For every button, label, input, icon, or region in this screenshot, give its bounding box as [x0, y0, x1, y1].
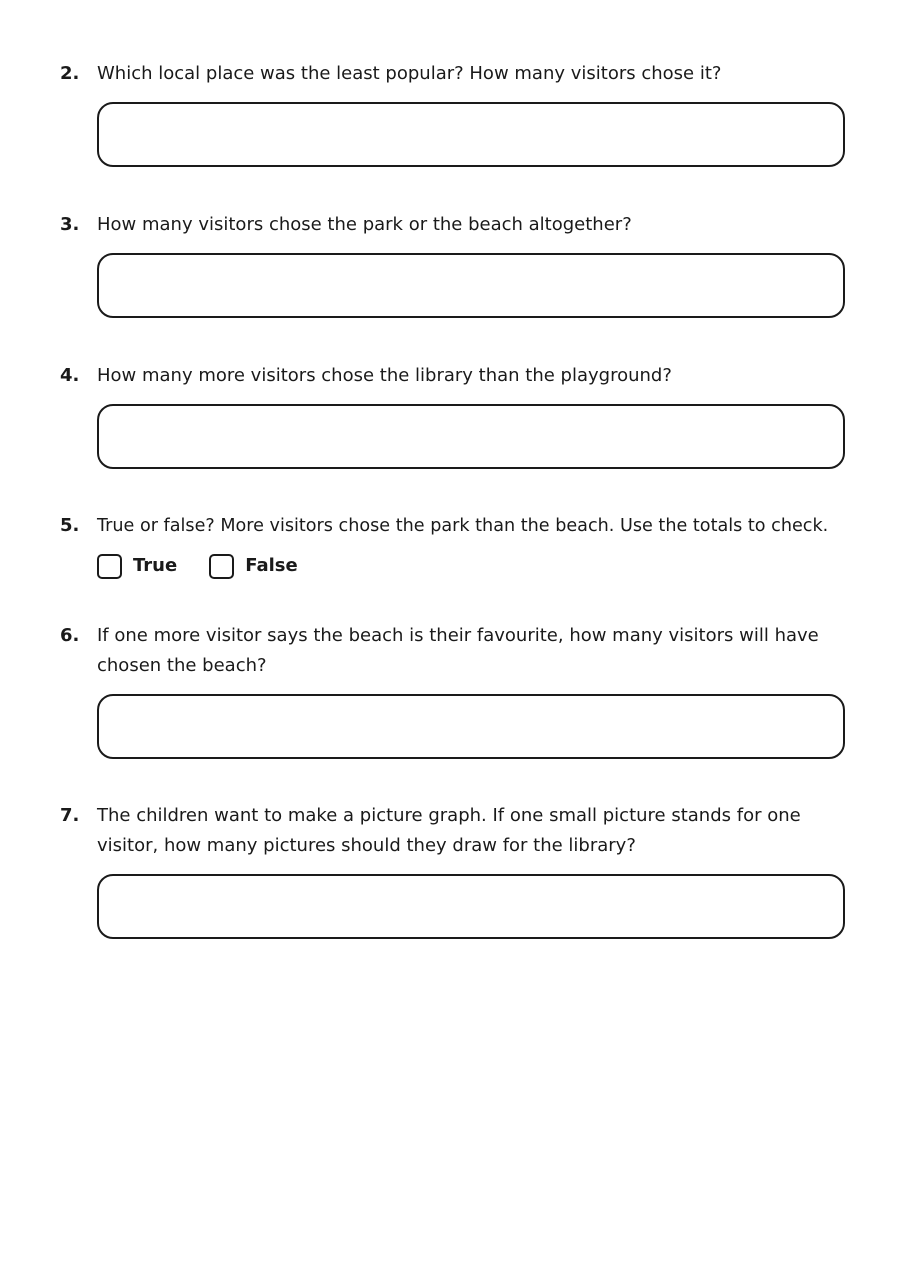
question-text: The children want to make a picture graph. If one small picture stands for one visitor, how many pictures should they draw for the library? — [97, 805, 801, 856]
question-6 — [60, 621, 860, 681]
question-7 — [60, 801, 860, 861]
question-text: How many more visitors chose the library than the playground? — [97, 365, 672, 386]
question-number: 4. — [60, 365, 80, 386]
question-text: If one more visitor says the beach is their favourite, how many visitors will have chosen the beach? — [97, 625, 819, 676]
question-number: 3. — [60, 214, 80, 235]
false-label: False — [245, 555, 298, 576]
answer-box-7[interactable] — [97, 874, 845, 939]
false-option[interactable] — [209, 551, 297, 581]
answer-box-6[interactable] — [97, 694, 845, 759]
true-false-options — [97, 551, 330, 581]
question-5 — [60, 511, 860, 541]
answer-box-3[interactable] — [97, 253, 845, 318]
question-2 — [60, 59, 860, 89]
question-4 — [60, 361, 860, 391]
false-checkbox[interactable] — [209, 554, 234, 579]
question-number: 7. — [60, 805, 80, 826]
question-number: 6. — [60, 625, 80, 646]
answer-box-2[interactable] — [97, 102, 845, 167]
question-number: 2. — [60, 63, 80, 84]
question-text: Which local place was the least popular? How many visitors chose it? — [97, 63, 722, 84]
question-number: 5. — [60, 515, 80, 536]
true-option[interactable] — [97, 551, 177, 581]
question-3 — [60, 210, 860, 240]
question-text: True or false? More visitors chose the park than the beach. Use the totals to check. — [97, 516, 829, 536]
question-text: How many visitors chose the park or the beach altogether? — [97, 214, 632, 235]
true-checkbox[interactable] — [97, 554, 122, 579]
answer-box-4[interactable] — [97, 404, 845, 469]
true-label: True — [133, 555, 178, 576]
